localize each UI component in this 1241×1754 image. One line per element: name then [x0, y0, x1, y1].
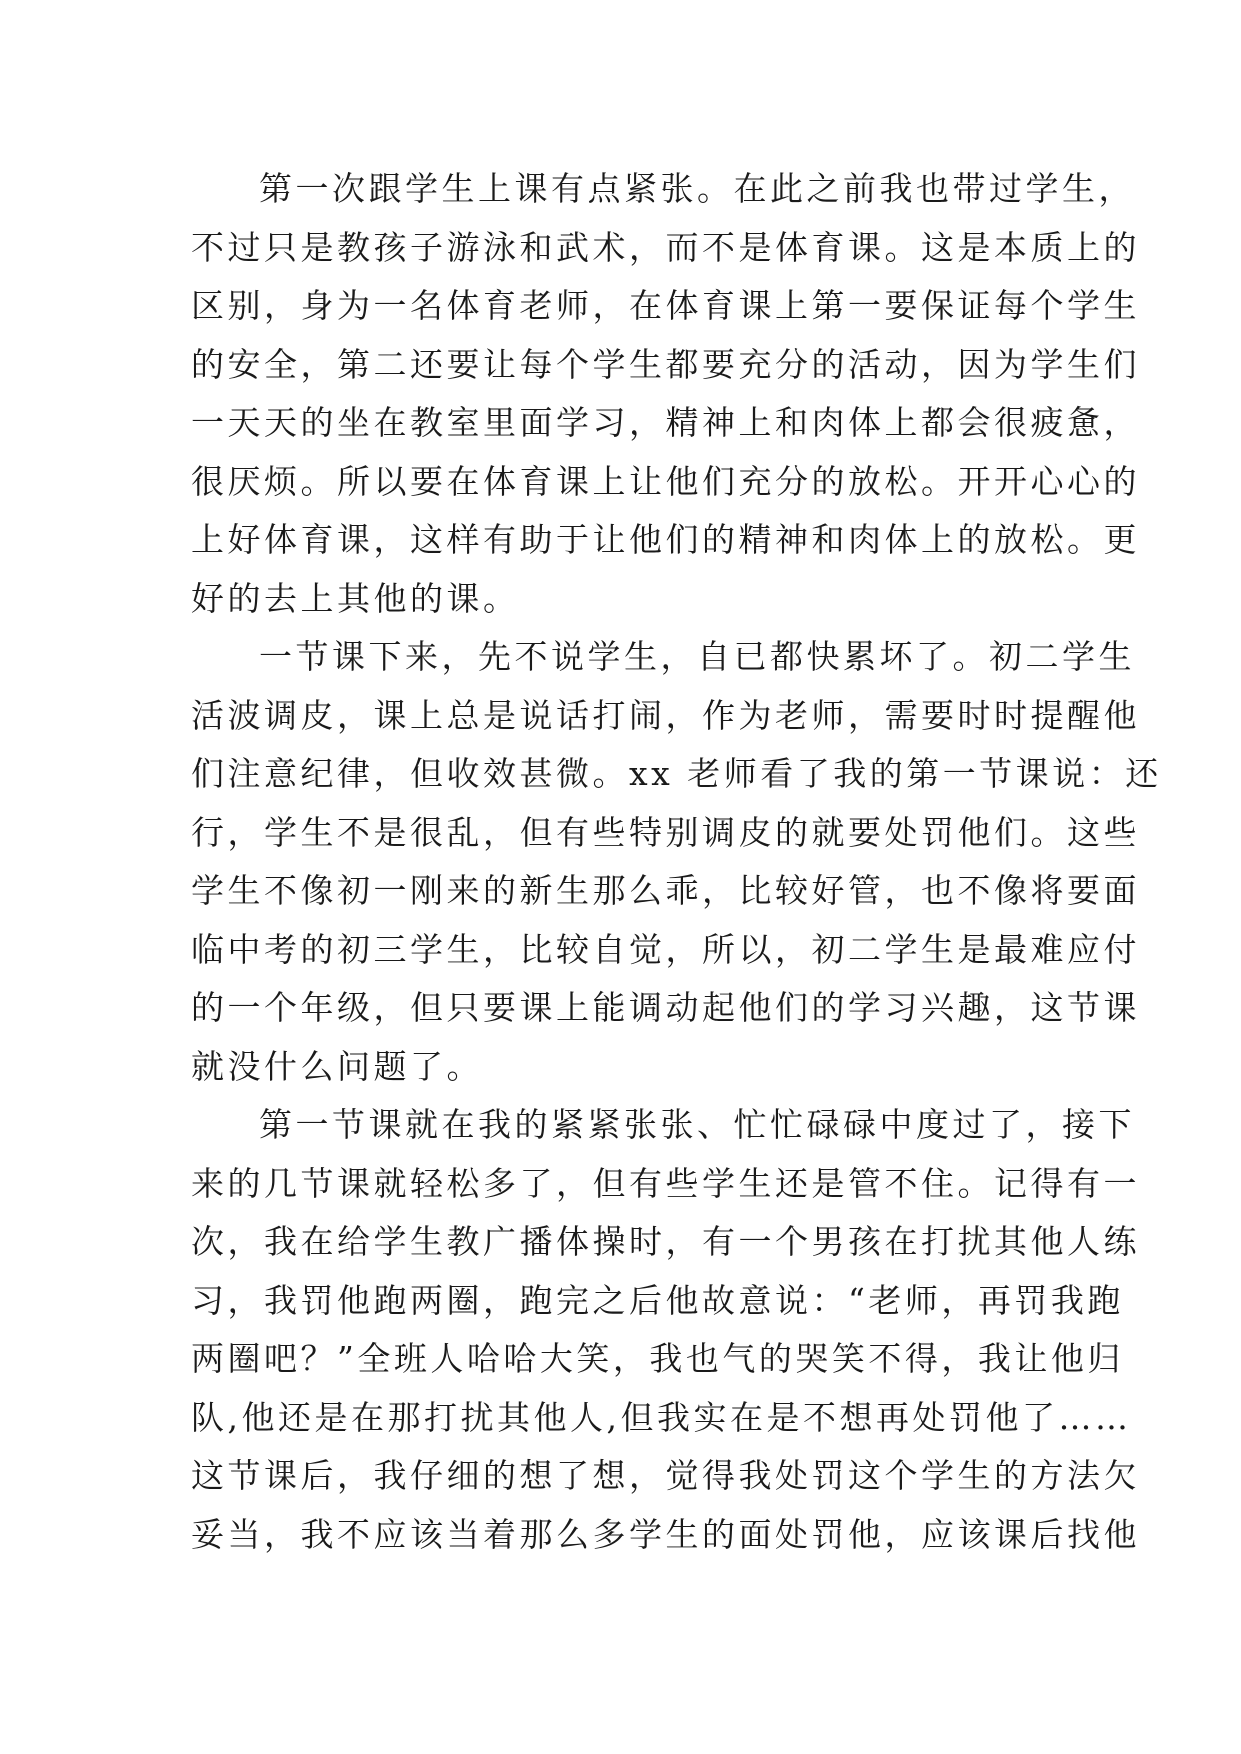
- paragraph-line: 这节课后，我仔细的想了想，觉得我处罚这个学生的方法欠: [191, 1456, 1140, 1495]
- paragraph-line: 第一节课就在我的紧紧张张、忙忙碌碌中度过了，接下: [259, 1105, 1135, 1144]
- paragraph-2: [191, 628, 1162, 1096]
- paragraph-line: 习，我罚他跑两圈，跑完之后他故意说：“老师，再罚我跑: [191, 1280, 1124, 1320]
- paragraph-line: 队,他还是在那打扰其他人,但我实在是不想再处罚他了……: [191, 1397, 1132, 1437]
- paragraph-line: 区别，身为一名体育老师，在体育课上第一要保证每个学生: [191, 286, 1140, 325]
- paragraph-line: 一节课下来，先不说学生，自已都快累坏了。初二学生: [259, 637, 1135, 676]
- paragraph-line: 不过只是教孩子游泳和武术，而不是体育课。这是本质上的: [191, 227, 1140, 267]
- paragraph-line: 们注意纪律，但收效甚微。xx 老师看了我的第一节课说：还: [191, 754, 1162, 793]
- paragraph-line: 上好体育课，这样有助于让他们的精神和肉体上的放松。更: [191, 520, 1140, 559]
- paragraph-line: 临中考的初三学生，比较自觉，所以，初二学生是最难应付: [191, 929, 1140, 969]
- paragraph-line: 好的去上其他的课。: [191, 578, 520, 618]
- paragraph-1: [191, 160, 1140, 628]
- paragraph-line: 妥当，我不应该当着那么多学生的面处罚他，应该课后找他: [191, 1514, 1140, 1554]
- paragraph-3: [191, 1096, 1140, 1564]
- paragraph-line: 的一个年级，但只要课上能调动起他们的学习兴趣，这节课: [191, 988, 1140, 1027]
- paragraph-line: 的安全，第二还要让每个学生都要充分的活动，因为学生们: [191, 344, 1140, 384]
- paragraph-line: 一天天的坐在教室里面学习，精神上和肉体上都会很疲惫，: [191, 403, 1140, 442]
- paragraph-line: 来的几节课就轻松多了，但有些学生还是管不住。记得有一: [191, 1163, 1140, 1203]
- paragraph-line: 第一次跟学生上课有点紧张。在此之前我也带过学生，: [259, 169, 1135, 208]
- paragraph-line: 行，学生不是很乱，但有些特别调皮的就要处罚他们。这些: [191, 812, 1140, 852]
- paragraph-line: 很厌烦。所以要在体育课上让他们充分的放松。开开心心的: [191, 461, 1140, 501]
- paragraph-line: 次，我在给学生教广播体操时，有一个男孩在打扰其他人练: [191, 1222, 1140, 1261]
- paragraph-line: 学生不像初一刚来的新生那么乖，比较好管，也不像将要面: [191, 871, 1140, 910]
- body-text: [191, 160, 1162, 1564]
- paragraph-line: 活波调皮，课上总是说话打闹，作为老师，需要时时提醒他: [191, 695, 1140, 735]
- paragraph-line: 就没什么问题了。: [191, 1046, 483, 1086]
- paragraph-line: 两圈吧？”全班人哈哈大笑，我也气的哭笑不得，我让他归: [191, 1339, 1124, 1378]
